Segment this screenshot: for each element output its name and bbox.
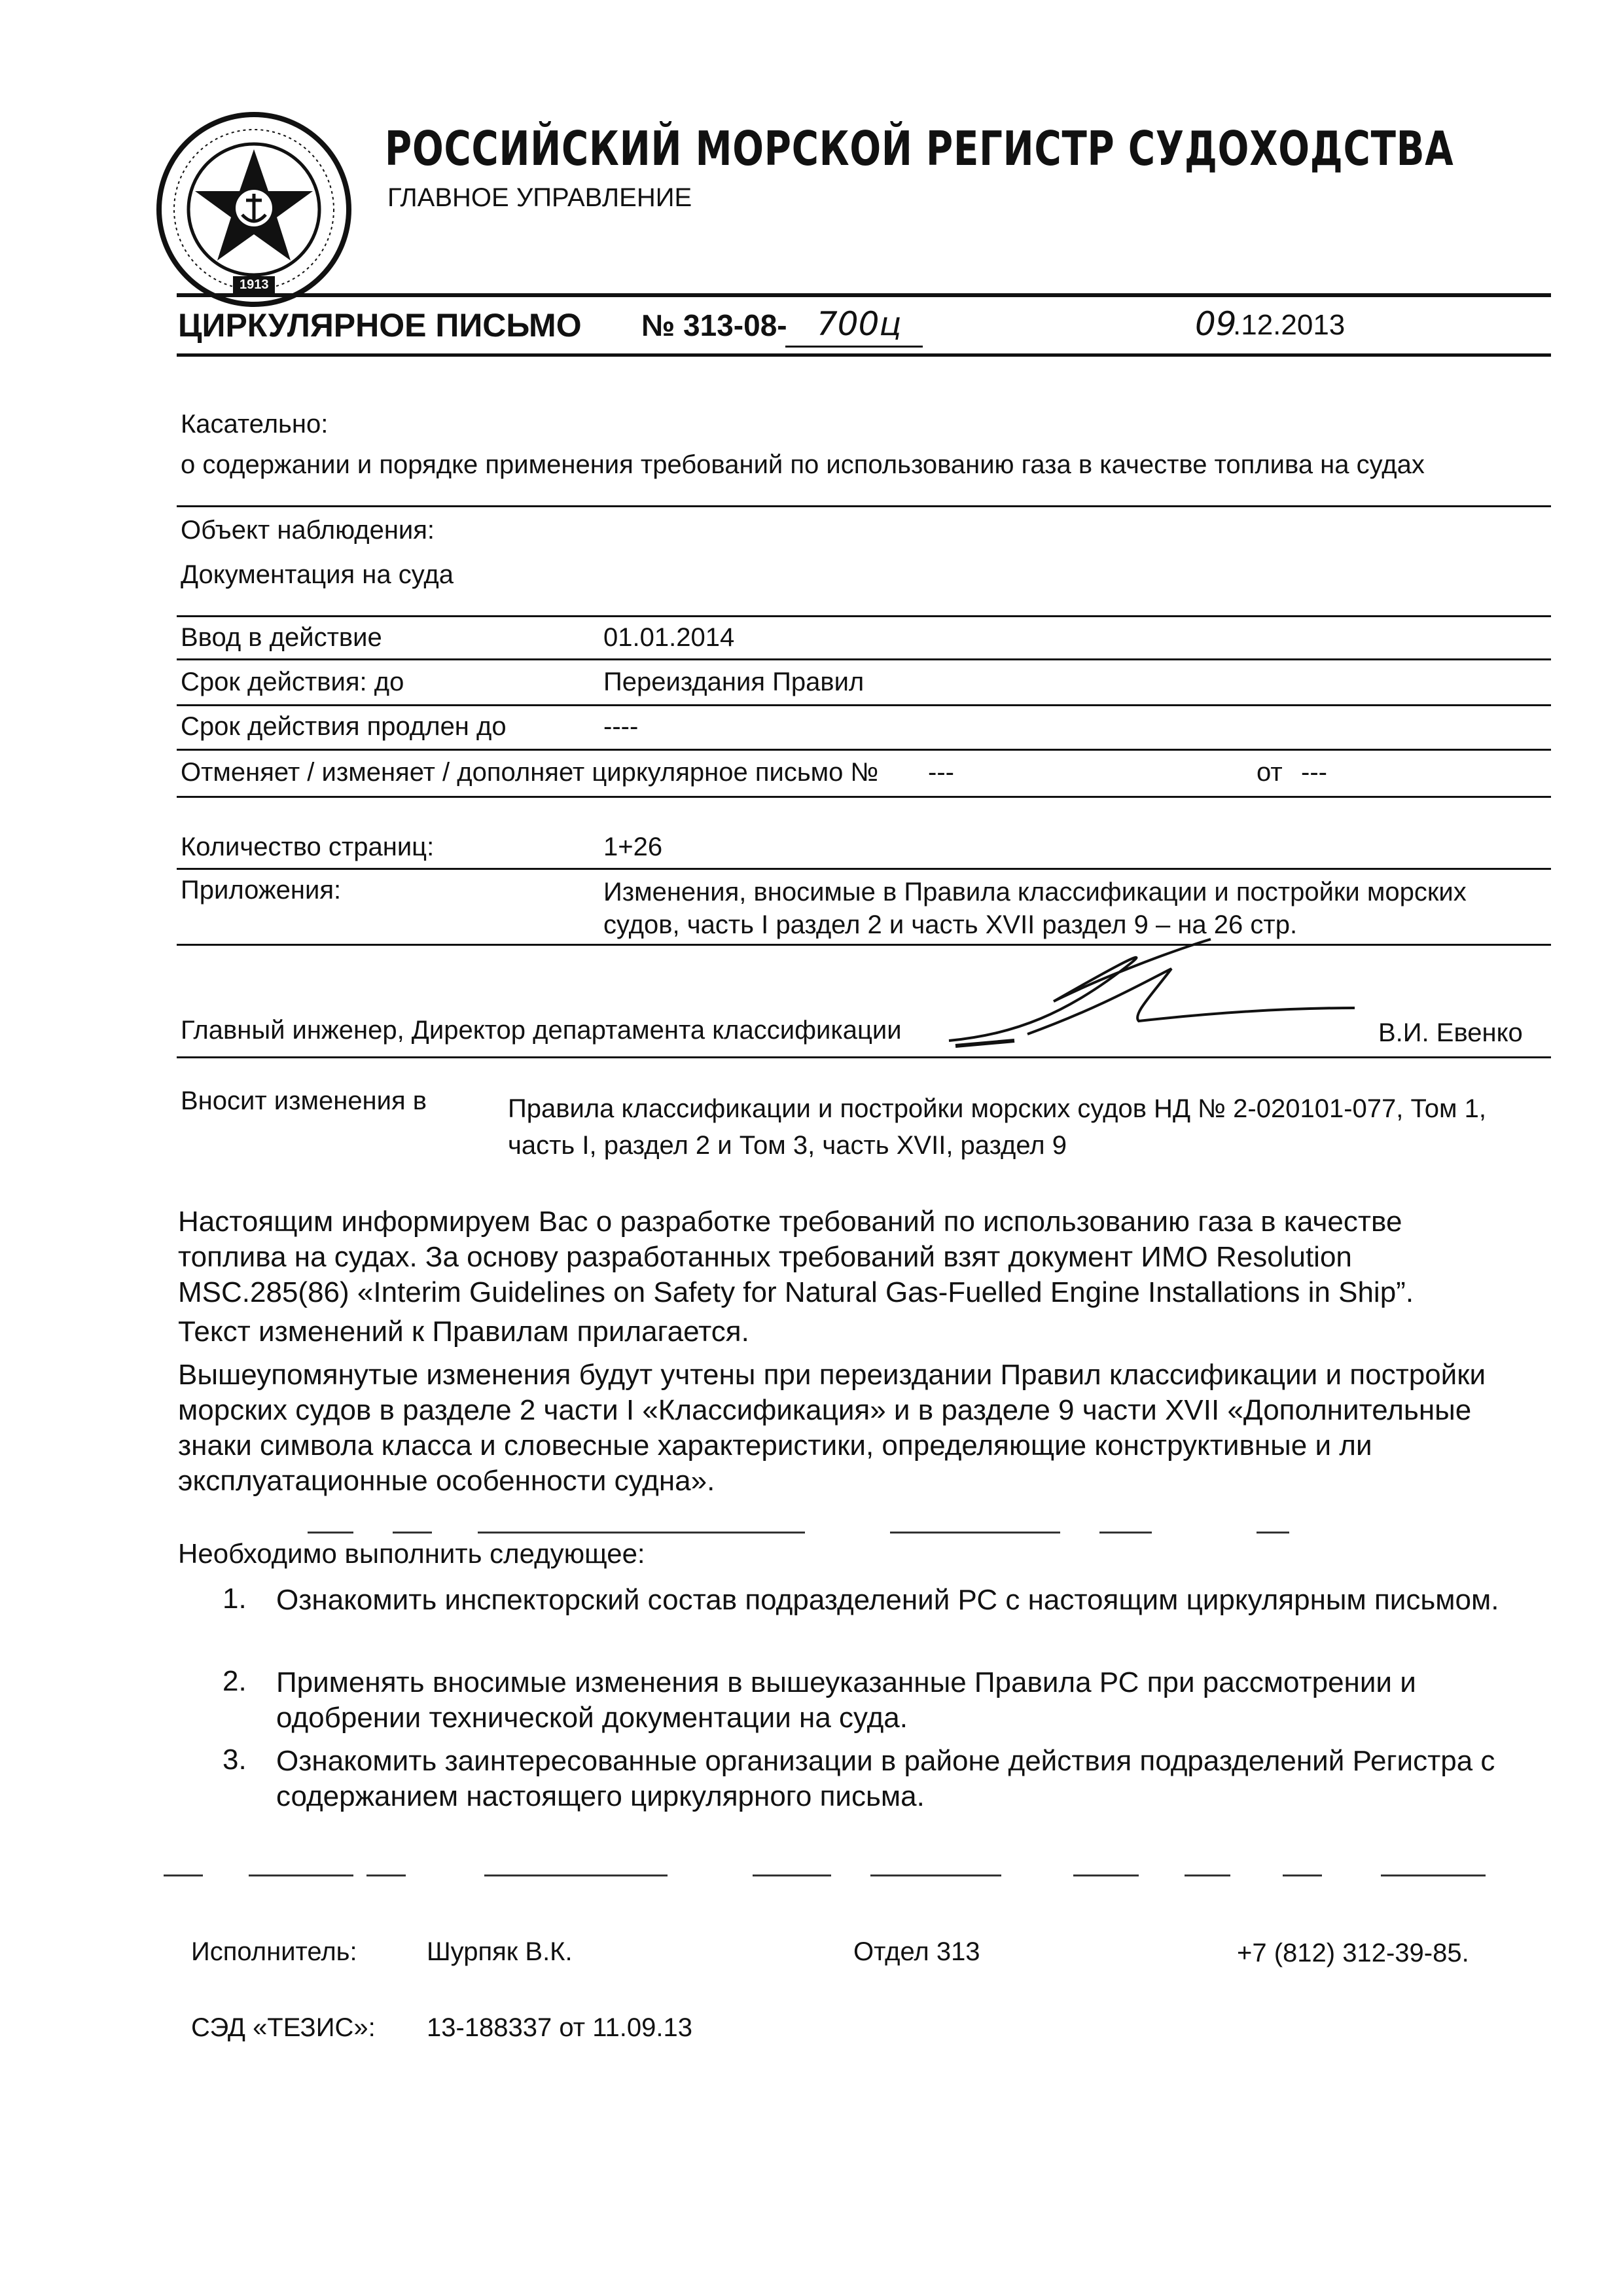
pages-label: Количество страниц: [181,833,435,861]
cancels-from-label: от [1257,758,1283,787]
cancels-from-value: --- [1301,758,1327,787]
separator-dash [366,1874,406,1876]
rule-3 [177,658,1551,660]
rule-2 [177,615,1551,617]
action-number: 2. [223,1665,247,1697]
attachments-label: Приложения: [181,876,342,905]
separator-dash [249,1874,353,1876]
rule-4 [177,704,1551,706]
separator-dash [870,1874,1001,1876]
attachments-value: Изменения, вносимые в Правила классификации и постройки морских судов, часть I раздел 2 и часть XVII раздел 9 – на 26 стр. [603,878,1467,939]
separator-dash [164,1874,203,1876]
title-bottom-rule [177,353,1551,357]
rule-7 [177,868,1551,870]
extended-value: ---- [603,712,639,741]
rule-5 [177,749,1551,751]
separator-dash [890,1532,1060,1534]
letter-number-handwritten: 700ц [817,305,902,343]
organization-name: РОССИЙСКИЙ МОРСКОЙ РЕГИСТР СУДОХОДСТВА [385,121,1454,176]
executor-label: Исполнитель: [191,1937,357,1966]
subject-text: о содержании и порядке применения требований по использованию газа в качестве топлива на судах [181,450,1425,479]
amends-label: Вносит изменения в [181,1086,427,1115]
title-top-rule [177,293,1551,297]
separator-dash [1185,1874,1230,1876]
validity-label: Срок действия: до [181,668,404,696]
signatory-name: В.И. Евенко [1378,1018,1523,1047]
letter-date-day: 09 [1195,305,1237,343]
seal-year: 1913 [240,278,269,292]
separator-dash [753,1874,831,1876]
letter-date-rest: .12.2013 [1233,309,1346,341]
body-paragraph-3: Вышеупомянутые изменения будут учтены при переиздании Правил классификации и постройки морских судов в разделе 2 части I «Классификация» и в разделе 9 части XVII «Дополнительные знаки символа класса и словесные характеристики, определяющие конструктивные и ли эксплуатационные особенности судна». [178,1359,1486,1497]
handwritten-signature-icon [936,936,1394,1067]
sed-value: 13-188337 от 11.09.13 [427,2013,692,2042]
actions-intro: Необходимо выполнить следующее: [178,1538,645,1569]
object-text: Документация на суда [181,560,454,589]
action-number: 1. [223,1583,247,1615]
rule-1 [177,505,1551,507]
phone: +7 (812) 312-39-85. [1237,1939,1469,1967]
separator-dash [681,1532,805,1534]
number-underline [785,346,923,348]
body-paragraph-2: Текст изменений к Правилам прилагается. [178,1316,749,1348]
validity-value: Переиздания Правил [603,668,865,696]
separator-dash [308,1532,353,1534]
signatory-position: Главный инженер, Директор департамента классификации [181,1016,902,1045]
separator-dash [1257,1532,1289,1534]
object-label: Объект наблюдения: [181,516,435,545]
cancels-label: Отменяет / изменяет / дополняет циркулярное письмо № [181,758,879,787]
pages-value: 1+26 [603,833,663,861]
separator-dash [1099,1532,1152,1534]
letter-type: ЦИРКУЛЯРНОЕ ПИСЬМО [178,307,582,344]
action-text: Ознакомить заинтересованные организации в районе действия подразделений Регистра с содержанием настоящего циркулярного письма. [276,1745,1495,1812]
separator-dash [1381,1874,1486,1876]
action-text: Ознакомить инспекторский состав подразделений РС с настоящим циркулярным письмом. [276,1584,1499,1616]
organization-subtitle: ГЛАВНОЕ УПРАВЛЕНИЕ [387,183,692,212]
separator-dash [1283,1874,1322,1876]
separator-dash [1073,1874,1139,1876]
separator-dash [393,1532,432,1534]
separator-dash [484,1874,668,1876]
rule-9 [177,1056,1551,1058]
letter-number-prefix: № 313-08- [641,308,787,342]
register-seal [156,111,352,308]
body-paragraph-1: Настоящим информируем Вас о разработке требований по использованию газа в качестве топлива на судах. За основу разработанных требований взят документ ИМО Resolution MSC.285(86) «Interim Guidelines on Safety for Natural Gas-Fuelled Engine Installations in Ship”. [178,1206,1414,1308]
department: Отдел 313 [853,1937,980,1966]
separator-dash [478,1532,687,1534]
amends-text: Правила классификации и постройки морских судов НД № 2-020101-077, Том 1, часть I, раздел 2 и Том 3, часть XVII, раздел 9 [508,1094,1487,1160]
executor-name: Шурпяк В.К. [427,1937,573,1966]
action-text: Применять вносимые изменения в вышеуказанные Правила РС при рассмотрении и одобрении технической документации на суда. [276,1666,1416,1734]
action-number: 3. [223,1744,247,1776]
sed-label: СЭД «ТЕЗИС»: [191,2013,376,2042]
effective-value: 01.01.2014 [603,623,735,652]
extended-label: Срок действия продлен до [181,712,507,741]
cancels-value: --- [928,758,954,787]
subject-label: Касательно: [181,410,329,439]
effective-label: Ввод в действие [181,623,382,652]
rule-6 [177,796,1551,798]
